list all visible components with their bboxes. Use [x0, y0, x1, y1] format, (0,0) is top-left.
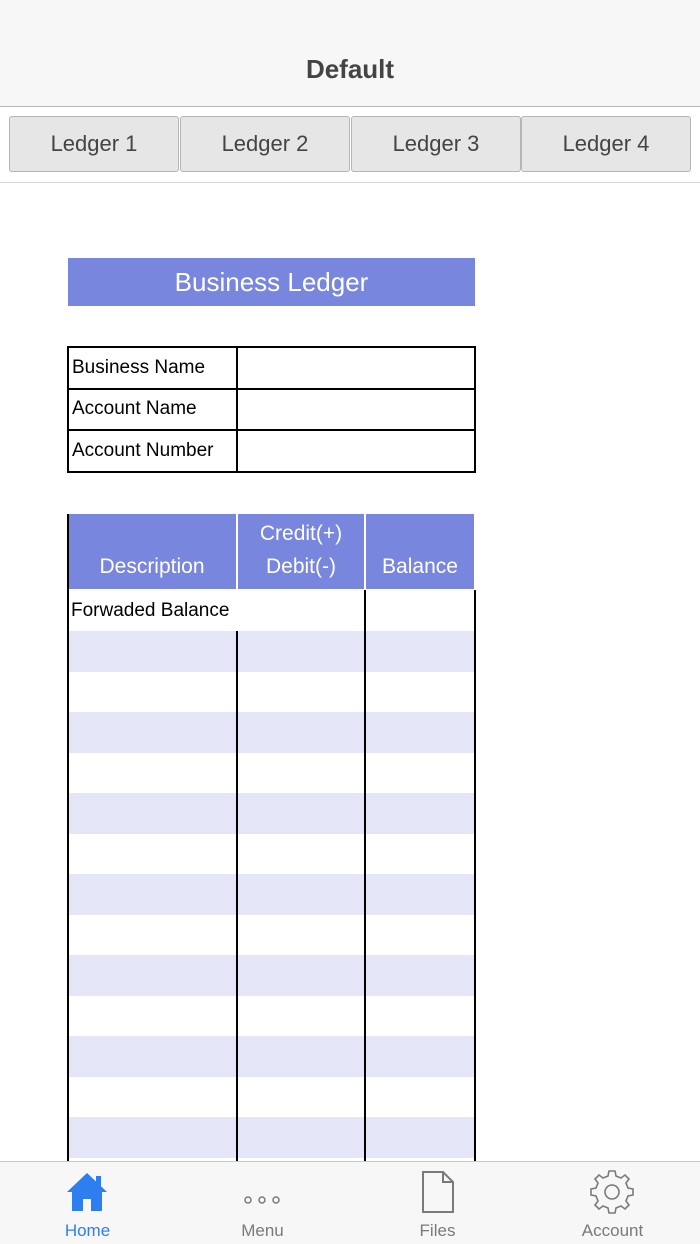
bottom-tab-bar	[0, 1161, 700, 1244]
column-header-credit-debit	[238, 514, 364, 589]
forwarded-balance-label: Forwaded Balance	[71, 600, 230, 621]
table-row[interactable]	[67, 996, 476, 1037]
tabbar-account-label: Account	[581, 1221, 644, 1240]
business-name-label: Business Name	[68, 347, 237, 389]
tabbar-account[interactable]	[525, 1162, 700, 1244]
tabbar-home[interactable]	[0, 1162, 175, 1244]
info-row-business-name	[68, 347, 475, 389]
table-row[interactable]	[67, 631, 476, 672]
file-icon	[413, 1170, 461, 1214]
info-row-account-name	[68, 389, 475, 431]
ledger-table	[67, 514, 476, 1162]
table-left-border	[67, 514, 69, 1162]
home-icon	[63, 1170, 111, 1214]
business-name-cell[interactable]	[237, 347, 475, 389]
debit-header-label: Debit(-)	[265, 555, 336, 578]
tabbar-home-label: Home	[64, 1221, 111, 1240]
gear-icon	[588, 1170, 636, 1214]
tabbar-menu[interactable]	[175, 1162, 350, 1244]
info-row-account-number	[68, 430, 475, 472]
table-row[interactable]	[67, 1036, 476, 1077]
table-row[interactable]	[67, 955, 476, 996]
tab-ledger-2[interactable]: Ledger 2	[180, 116, 350, 172]
credit-header-label: Credit(+)	[259, 522, 343, 545]
table-row[interactable]	[67, 915, 476, 956]
business-info-table	[67, 346, 476, 473]
more-icon	[238, 1170, 286, 1214]
ledger-tabs	[0, 108, 700, 183]
table-row[interactable]	[67, 1077, 476, 1118]
description-header-label: Description	[99, 555, 205, 578]
tab-ledger-3[interactable]: Ledger 3	[351, 116, 521, 172]
account-number-label: Account Number	[68, 430, 237, 472]
tab-ledger-4[interactable]: Ledger 4	[521, 116, 691, 172]
table-row[interactable]	[67, 590, 476, 631]
account-number-cell[interactable]	[237, 430, 475, 472]
tabbar-files-label: Files	[419, 1221, 456, 1240]
table-row[interactable]	[67, 1117, 476, 1158]
table-right-border	[474, 590, 476, 1162]
nav-bar	[0, 0, 700, 107]
column-divider	[236, 631, 238, 1162]
table-row[interactable]	[67, 834, 476, 875]
balance-header-label: Balance	[382, 555, 458, 578]
ledger-title: Business Ledger	[68, 258, 475, 306]
table-row[interactable]	[67, 672, 476, 713]
table-row[interactable]	[67, 793, 476, 834]
tabbar-files[interactable]	[350, 1162, 525, 1244]
table-row[interactable]	[67, 712, 476, 753]
column-divider	[364, 590, 366, 1162]
tab-ledger-1[interactable]: Ledger 1	[9, 116, 179, 172]
table-row[interactable]	[67, 874, 476, 915]
page-title: Default	[305, 54, 395, 84]
tabbar-menu-label: Menu	[241, 1221, 284, 1240]
account-name-label: Account Name	[68, 389, 237, 431]
column-header-description	[68, 514, 236, 589]
account-name-cell[interactable]	[237, 389, 475, 431]
column-header-balance	[366, 514, 474, 589]
table-row[interactable]	[67, 753, 476, 794]
